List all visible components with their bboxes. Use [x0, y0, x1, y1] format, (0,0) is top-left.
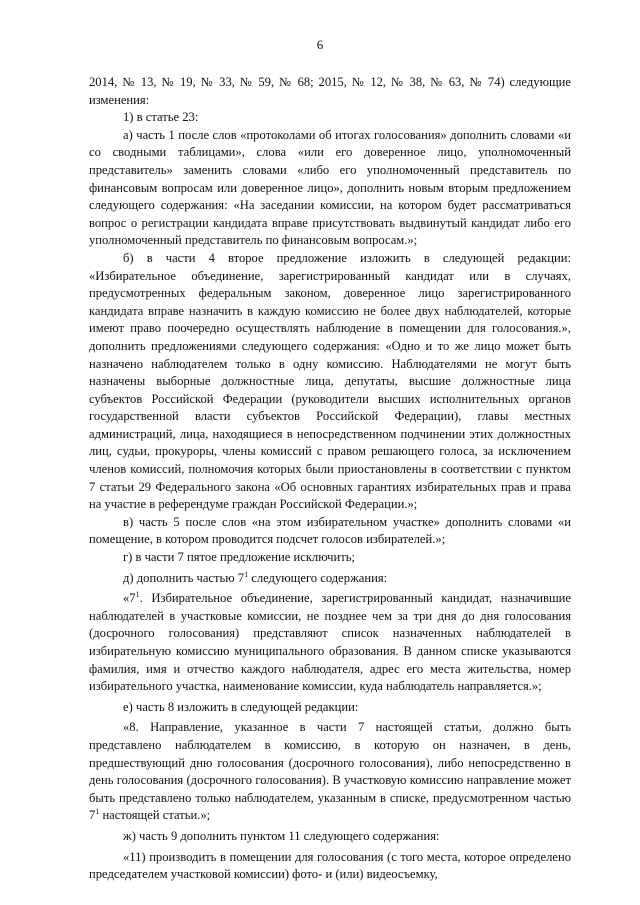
paragraph-text: «7 — [123, 591, 136, 606]
paragraph-item-1g — [89, 549, 571, 567]
paragraph-text: д) дополнить частью 7 — [123, 570, 245, 585]
paragraph-item-1b — [89, 250, 571, 514]
paragraph-text: б) в части 4 второе предложение изложить в следующей редакции: «Избирательное объединение, зарегистрированный кандидат или в случаях, предусмотренных федеральным законом, доверенное лицо зарегистрированного кандидата вправе назначить в каждую комиссию не более двух наблюдателей, которые имеют право поочередно осуществлять наблюдение в помещении для голосования.», дополнить предложениями следующего содержания: «Одно и то же лицо может быть назначено наблюдателем только в одну комиссию. Наблюдателями не могут быть назначены выборные должностные лица, депутаты, высшие должностные лица субъектов Российской Федерации (руководители высших исполнительных органов государственной власти субъектов Российской Федерации), главы местных администраций, лица, находящиеся в непосредственном подчинении этих должностных лиц, судьи, прокуроры, члены комиссий с правом решающего голоса, за исключением членов комиссий, полномочия которых были приостановлены в соответствии с пунктом 7 статьи 29 Федерального закона «Об основных гарантиях избирательных прав и права на участие в референдуме граждан Российской Федерации.»; — [89, 250, 571, 512]
paragraph-text: г) в части 7 пятое предложение исключить; — [123, 550, 355, 565]
paragraph-quote-7-1 — [89, 590, 571, 696]
superscript: 1 — [244, 569, 249, 579]
paragraph-text: 2014, № 13, № 19, № 33, № 59, № 68; 2015, № 12, № 38, № 63, № 74) следующие изменения: — [89, 75, 571, 107]
paragraph-quote-8 — [89, 719, 571, 825]
paragraph-text-continued: настоящей статьи.»; — [99, 808, 211, 823]
superscript: 1 — [95, 807, 100, 817]
paragraph-item-1 — [89, 109, 571, 127]
paragraph-text: в) часть 5 после слов «на этом избирательном участке» дополнить словами «и помещение, в котором проводится подсчет голосов избирателей.»; — [89, 514, 571, 547]
paragraph-text: а) часть 1 после слов «протоколами об итогах голосования» дополнить словами «и со сводными таблицами», слова «или его доверенное лицо, уполномоченный представитель» заменить словами «либо его уполномоченный представитель по финансовым вопросам или доверенное лицо», дополнить новым вторым предложением следующего содержания: «На заседании комиссии, на котором будет рассматриваться вопрос о регистрации кандидата вправе присутствовать выдвинутый кандидат либо его уполномоченный представитель по финансовым вопросам.»; — [89, 127, 571, 248]
superscript: 1 — [135, 590, 140, 600]
paragraph-text: е) часть 8 изложить в следующей редакции: — [123, 699, 359, 714]
paragraph-text-continued: . Избирательное объединение, зарегистрированный кандидат, назначившие наблюдателей в участковые комиссии, не позднее чем за три дня до дня голосования (досрочного голосования) представляют список назначенных наблюдателей в избирательную комиссию муниципального образования. В данном списке указываются фамилия, имя и отчество каждого наблюдателя, адрес его места жительства, номер избирательного участка, наименование комиссии, куда наблюдатель направляется.»; — [89, 591, 571, 694]
paragraph-item-1e — [89, 699, 571, 717]
paragraph-text-continued: следующего содержания: — [248, 570, 388, 585]
paragraph-text: «8. Направление, указанное в части 7 настоящей статьи, должно быть представлено наблюдателем в комиссию, в которую он назначен, в день, предшествующий дню голосования (досрочного голосования), либо непосредственно в день голосования (досрочного голосования). В участковую комиссию направление может быть представлено только наблюдателем, указанным в списке, предусмотренном частью 7 — [89, 720, 571, 823]
paragraph-item-1d — [89, 570, 571, 588]
paragraph-item-1a — [89, 127, 571, 250]
paragraph-item-1v — [89, 514, 571, 549]
page-number: 6 — [316, 37, 324, 52]
paragraph-intro — [89, 74, 571, 109]
paragraph-text: ж) часть 9 дополнить пунктом 11 следующего содержания: — [123, 828, 440, 843]
paragraph-text: 1) в статье 23: — [123, 110, 199, 125]
paragraph-text: «11) производить в помещении для голосования (с того места, которое определено председателем участковой комиссии) фото- и (или) видеосъемку, — [89, 849, 571, 882]
paragraph-item-1zh — [89, 828, 571, 846]
paragraph-quote-11 — [89, 849, 571, 884]
document-body — [89, 74, 571, 884]
